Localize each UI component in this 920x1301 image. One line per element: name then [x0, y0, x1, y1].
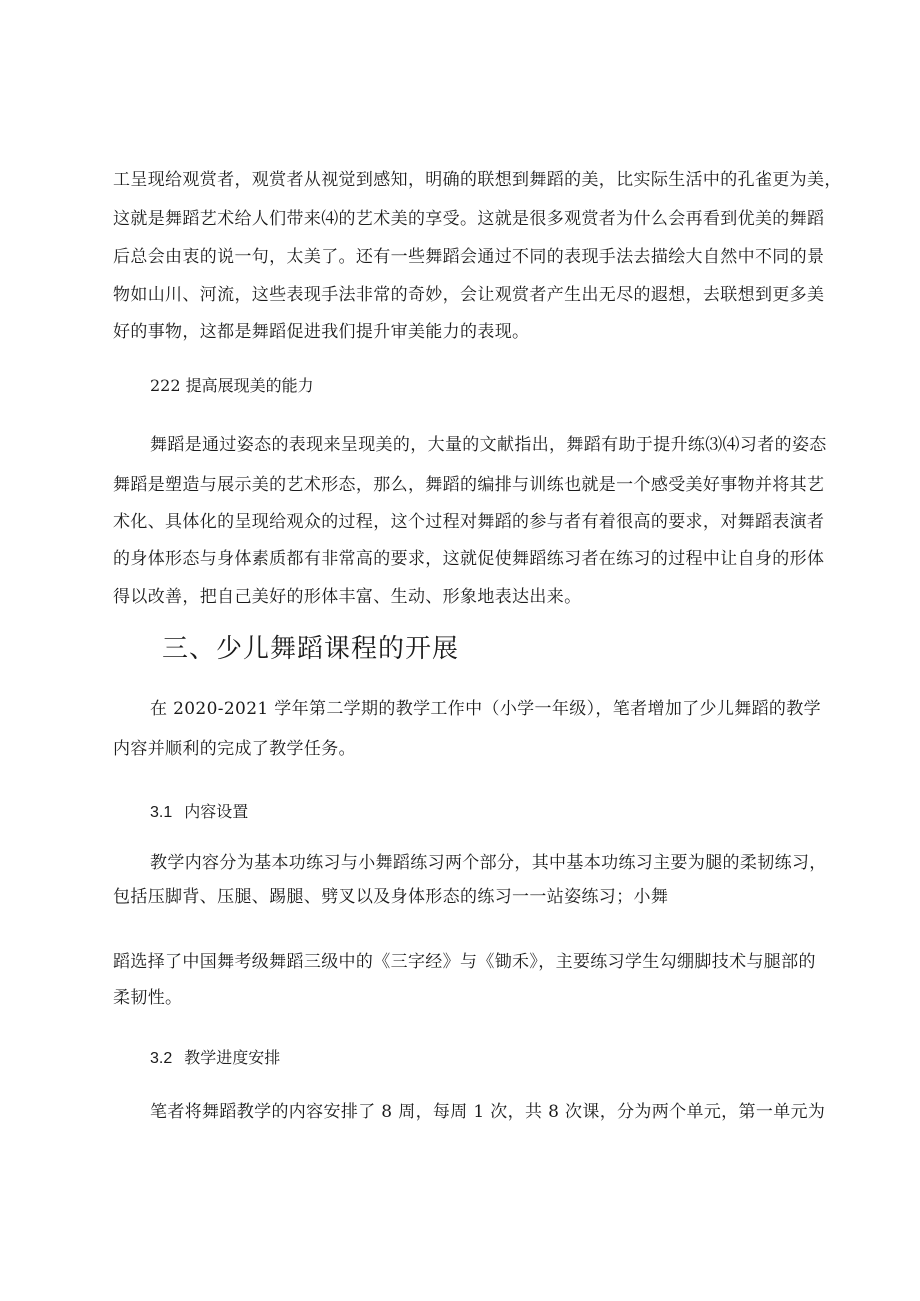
section-heading-3: 三、少儿舞蹈课程的开展 [162, 634, 460, 664]
para1-line-5: 好的事物，这都是舞蹈促进我们提升审美能力的表现。 [113, 322, 530, 342]
para6-line-1: 笔者将舞蹈教学的内容安排了 8 周，每周 1 次，共 8 次课，分为两个单元，第一单元为 [150, 1102, 826, 1122]
para4-line-1: 教学内容分为基本功练习与小舞蹈练习两个部分，其中基本功练习主要为腿的柔韧练习， [150, 853, 827, 873]
para3-line-2: 内容并顺利的完成了教学任务。 [113, 739, 356, 759]
para2-line-2: 舞蹈是塑造与展示美的艺术形态，那么，舞蹈的编排与训练也就是一个感受美好事物并将其艺 [113, 475, 825, 495]
para2-line-3: 术化、具体化的呈现给观众的过程，这个过程对舞蹈的参与者有着很高的要求，对舞蹈表演者 [113, 512, 825, 532]
para1-line-4: 物如山川、河流，这些表现手法非常的奇妙，会让观赏者产生出无尽的遐想，去联想到更多美 [113, 285, 825, 305]
subheading-222: 222 提高展现美的能力 [150, 376, 314, 395]
para1-line-3: 后总会由衷的说一句，太美了。还有一些舞蹈会通过不同的表现手法去描绘大自然中不同的景 [113, 247, 825, 267]
subheading-number: 3.1 [150, 804, 173, 821]
subheading-3-1 [150, 800, 248, 825]
para3-line-1: 在 2020-2021 学年第二学期的教学工作中（小学一年级），笔者增加了少儿舞蹈的教学 [150, 699, 821, 719]
para2-line-1: 舞蹈是通过姿态的表现来呈现美的，大量的文献指出，舞蹈有助于提升练⑶⑷习者的姿态 [150, 435, 827, 455]
para2-line-5: 得以改善，把自己美好的形体丰富、生动、形象地表达出来。 [113, 587, 582, 607]
subheading-number: 3.2 [150, 1050, 173, 1067]
subheading-title: 教学进度安排 [184, 1048, 281, 1067]
para4-line-2: 包括压脚背、压腿、踢腿、劈叉以及身体形态的练习一一站姿练习；小舞 [113, 887, 669, 907]
para1-line-2: 这就是舞蹈艺术给人们带来⑷的艺术美的享受。这就是很多观赏者为什么会再看到优美的舞蹈 [113, 209, 825, 229]
para5-line-1: 蹈选择了中国舞考级舞蹈三级中的《三字经》与《锄禾》，主要练习学生勾绷脚技术与腿部的 [113, 952, 816, 972]
para5-line-2: 柔韧性。 [113, 988, 183, 1008]
para2-line-4: 的身体形态与身体素质都有非常高的要求，这就促使舞蹈练习者在练习的过程中让自身的形体 [113, 549, 825, 569]
para1-line-1: 工呈现给观赏者，观赏者从视觉到感知，明确的联想到舞蹈的美，比实际生活中的孔雀更为美， [113, 170, 842, 190]
subheading-title: 内容设置 [184, 802, 249, 821]
subheading-3-2 [150, 1046, 280, 1071]
